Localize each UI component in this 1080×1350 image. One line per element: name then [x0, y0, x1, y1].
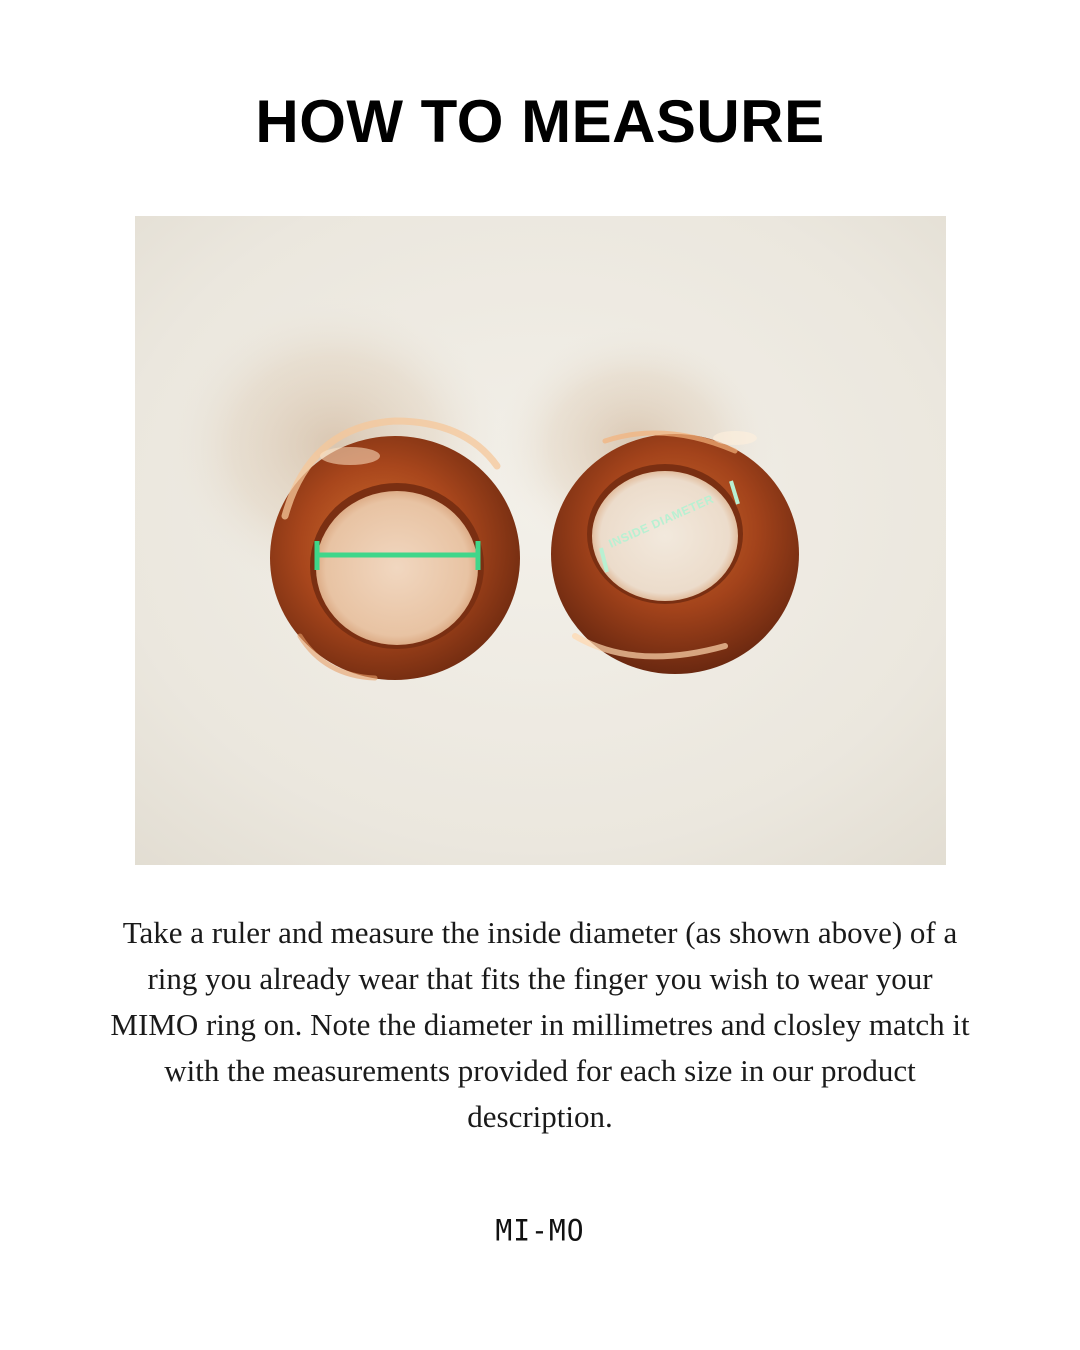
rings-photo [135, 216, 946, 865]
inside-diameter-label: INSIDE DIAMETER [606, 491, 716, 551]
page-title: HOW TO MEASURE [255, 88, 825, 155]
brand-logo: MI-MO [495, 1213, 585, 1248]
measurement-instructions: Take a ruler and measure the inside diameter (as shown above) of a ring you already wear that fits the finger you wish to wear your MIMO ring on. Note the diameter in millimetres and closley match it with the measurements provided for each size in our product description. [110, 915, 970, 1134]
